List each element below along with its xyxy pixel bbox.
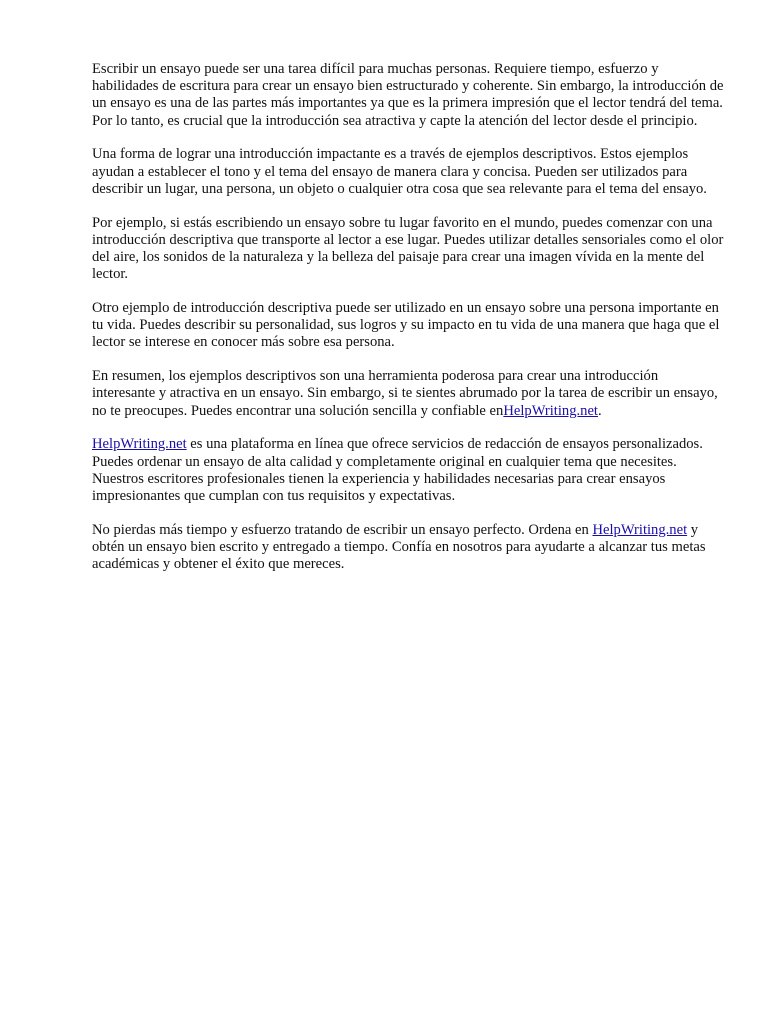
paragraph-platform-text: es una plataforma en línea que ofrece servicios de redacción de ensayos personalizados. Puedes ordenar un ensayo de alta calidad y completamente original en cualquier tema que necesites. Nuestros escritores profesionales tienen la experiencia y habilidades necesarias para crear ensayos impresionantes que cumplan con tus requisitos y expectativas.: [92, 436, 703, 505]
paragraph-summary: [92, 368, 724, 420]
paragraph-intro: Escribir un ensayo puede ser una tarea difícil para muchas personas. Requiere tiempo, esfuerzo y habilidades de escritura para crear un ensayo bien estructurado y coherente. Sin embargo, la introducción de un ensayo es una de las partes más importantes ya que es la primera impresión que el lector tendrá del tema. Por lo tanto, es crucial que la introducción sea atractiva y capte la atención del lector desde el principio.: [92, 61, 724, 129]
paragraph-person-example: Otro ejemplo de introducción descriptiva puede ser utilizado en un ensayo sobre una persona importante en tu vida. Puedes describir su personalidad, sus logros y su impacto en tu vida de una manera que haga que el lector se interese en conocer más sobre esa persona.: [92, 300, 720, 351]
paragraph-call-to-action: [92, 522, 724, 574]
paragraph-cta-text: No pierdas más tiempo y esfuerzo tratando de escribir un ensayo perfecto. Ordena en: [92, 521, 593, 538]
helpwriting-link[interactable]: HelpWriting.net: [503, 402, 598, 419]
paragraph-summary-end: .: [597, 402, 602, 419]
helpwriting-link[interactable]: HelpWriting.net: [92, 436, 187, 453]
helpwriting-link[interactable]: HelpWriting.net: [592, 521, 688, 538]
paragraph-place-example: Por ejemplo, si estás escribiendo un ensayo sobre tu lugar favorito en el mundo, puedes comenzar con una introducción descriptiva que transporte al lector a ese lugar. Puedes utilizar detalles sensoriales como el olor del aire, los sonidos de la naturaleza y la belleza del paisaje para crear una imagen vívida en la mente del lector.: [92, 214, 724, 283]
paragraph-summary-text: En resumen, los ejemplos descriptivos son una herramienta poderosa para crear una introducción interesante y atractiva en un ensayo. Sin embargo, si te sientes abrumado por la tarea de escribir un ensayo, no te preocupes. Puedes encontrar una solución sencilla y confiable en: [92, 368, 718, 419]
paragraph-descriptive-examples: Una forma de lograr una introducción impactante es a través de ejemplos descriptivos. Estos ejemplos ayudan a establecer el tono y el tema del ensayo de manera clara y concisa. Pueden ser utilizados para describir un lugar, una persona, un objeto o cualquier otra cosa que sea relevante para el tema del ensayo.: [92, 146, 707, 197]
paragraph-platform: [92, 436, 724, 505]
paragraph-cta-end: y obtén un ensayo bien escrito y entregado a tiempo. Confía en nosotros para ayudarte a alcanzar tus metas académicas y obtener el éxito que mereces.: [92, 521, 706, 573]
document-body: [92, 61, 724, 590]
